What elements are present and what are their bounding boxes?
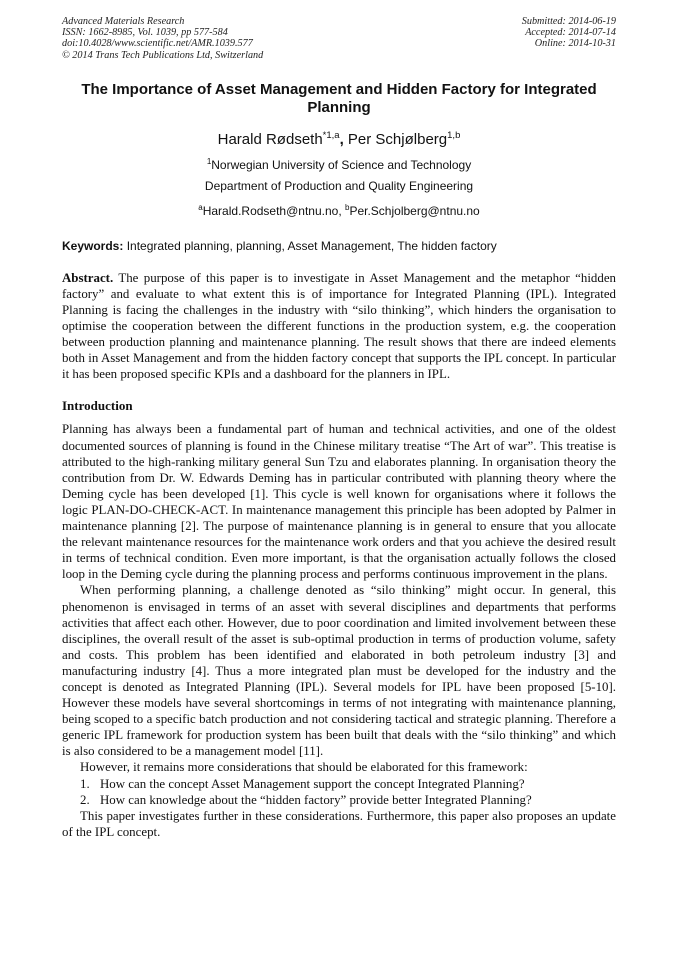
affiliation-department: Department of Production and Quality Engineering	[204, 178, 474, 193]
header-left	[62, 16, 263, 61]
journal-doi: doi:10.4028/www.scientific.net/AMR.1039.577	[62, 38, 253, 50]
paragraph: Planning has always been a fundamental part of human and technical activities, and one of the oldest documented sources of planning is found in the Chinese military treatise “The Art of war”. This treatise is attributed to the high-ranking military general Sun Tzu and elaborates planning. In organisation theory the contribution from Dr. W. Edwards Deming has in particular contributed with planning theory where the Deming cycle has been developed [1]. This cycle is well known for organisations where it follows the logic PLAN-DO-CHECK-ACT. In maintenance management this principle has been adopted by Palmer in maintenance planning [2]. The purpose of maintenance planning is in general to ensure that you allocate the relevant maintenance resources for the maintenance work orders and that you achieve the desired result in terms of technical condition. Even more important, is that the organisation actually follows the closed loop in the Deming cycle during the planning process and performs continuous improvement in the plans.	[62, 422, 616, 582]
author-separator: ,	[339, 130, 344, 148]
list-item	[62, 776, 616, 792]
keywords-text: Integrated planning, planning, Asset Management, The hidden factory	[126, 238, 497, 253]
paper-title: The Importance of Asset Management and Hidden Factory for Integrated Planning	[81, 80, 597, 117]
journal-header	[62, 16, 616, 61]
list-item-text: How can the concept Asset Management support the concept Integrated Planning?	[100, 776, 525, 791]
author-line	[62, 125, 616, 151]
abstract-label: Abstract.	[62, 270, 114, 285]
keywords-label: Keywords:	[62, 238, 124, 253]
email-author-1[interactable]: Harald.Rodseth@ntnu.no,	[202, 203, 342, 218]
online-date: Online: 2014-10-31	[534, 38, 616, 50]
abstract-text: The purpose of this paper is to investigate in Asset Management and the metaphor “hidden factory” and evaluate to what extent this is of importance for Integrated Planning (IPL). Integrated Planning is facing the challenges in the industry with “silo thinking”, which hinders the organisation to optimise the cooperation between the different functions in the production system, e.g. the cooperation between production planning and maintenance planning. The result shows that there are indeed elements both in Asset Management and from the hidden factory concept that supports the IPL concept. In particular it has been proposed specific KPIs and a dashboard for the planners in IPL.	[62, 270, 616, 382]
author-2-superscript: 1,b	[447, 129, 461, 141]
affiliation-university-line	[62, 151, 616, 176]
paragraph: When performing planning, a challenge denoted as “silo thinking” might occur. In general, this phenomenon is envisaged in terms of an asset with several disciplines and departments that performs activities that affect each other. However, due to poor coordination and limited involvement between these disciplines, the overall result of the asset is sub-optimal production in terms of production volume, safety and costs. This problem has been identified and elaborated in both petroleum industry [3] and manufacturing industry [4]. Thus a more integrated plan must be developed for the industry and the concept is denoted as Integrated Planning (IPL). Several models for IPL have been proposed [5-10]. However these models have several shortcomings in terms of not integrating with maintenance planning, being scoped to a specific batch production and not considering tactical and strategic planning. Therefore a generic IPL framework for production system has been built that deals with the “silo thinking” and which is also considered to be a management model [11].	[62, 583, 616, 759]
author-1-name: Harald Rødseth	[217, 130, 323, 148]
journal-issn: ISSN: 1662-8985, Vol. 1039, pp 577-584	[62, 27, 228, 39]
affiliation-emails	[62, 197, 616, 222]
keywords	[62, 239, 616, 254]
list-item-number: 2.	[80, 792, 90, 807]
author-2-name: Per Schjølberg	[347, 130, 448, 148]
email-superscript-b: b	[345, 202, 350, 212]
list-item	[62, 792, 616, 808]
email-author-2[interactable]: Per.Schjolberg@ntnu.no	[349, 203, 480, 218]
affiliation-superscript-1: 1	[206, 156, 212, 166]
author-1-superscript: *1,a	[322, 129, 340, 141]
introduction-body	[62, 421, 616, 839]
email-superscript-a: a	[198, 202, 203, 212]
paragraph: However, it remains more considerations that should be elaborated for this framework:	[80, 760, 528, 775]
journal-name: Advanced Materials Research	[62, 16, 185, 27]
header-right	[522, 16, 616, 61]
research-questions-list	[62, 776, 616, 808]
submitted-date: Submitted: 2014-06-19	[521, 16, 616, 27]
affiliation-university: Norwegian University of Science and Technology	[211, 157, 472, 172]
list-item-text: How can knowledge about the “hidden factory” provide better Integrated Planning?	[100, 792, 532, 807]
paragraph: This paper investigates further in these considerations. Furthermore, this paper also proposes an update of the IPL concept.	[62, 808, 616, 839]
journal-copyright: © 2014 Trans Tech Publications Ltd, Switzerland	[62, 49, 264, 61]
introduction-heading: Introduction	[62, 398, 133, 414]
list-item-number: 1.	[80, 776, 90, 791]
abstract	[62, 270, 616, 383]
accepted-date: Accepted: 2014-07-14	[525, 27, 616, 39]
